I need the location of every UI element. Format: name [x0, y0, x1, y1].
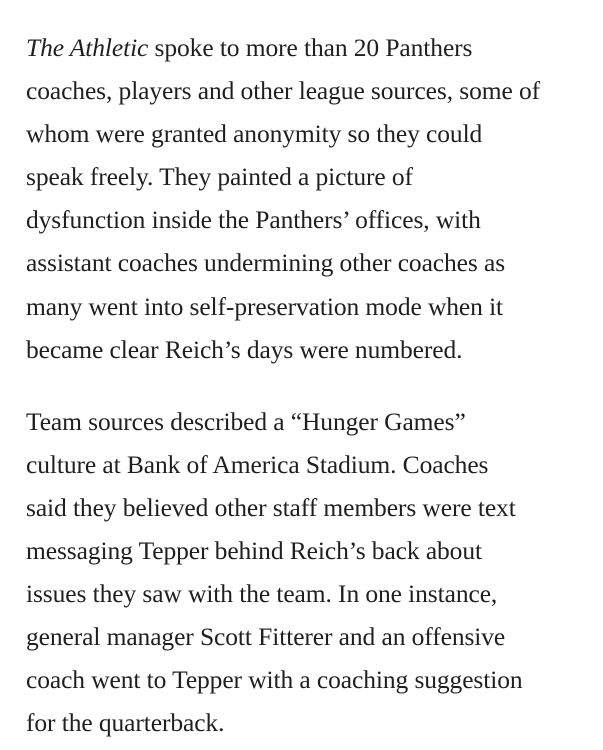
paragraph-line: became clear Reich’s days were numbered. — [26, 334, 463, 364]
publication-name: The Athletic — [26, 33, 149, 62]
paragraph-line: assistant coaches undermining other coaches as — [26, 248, 506, 278]
paragraph-line — [26, 26, 586, 69]
paragraph-line: dysfunction inside the Panthers’ offices, with — [26, 205, 481, 235]
paragraph-line: many went into self-preservation mode when it — [26, 291, 504, 321]
paragraph-line: coach went to Tepper with a coaching suggestion — [26, 665, 523, 695]
paragraph-line: messaging Tepper behind Reich’s back about — [26, 536, 482, 566]
paragraph-line: said they believed other staff members were text — [26, 492, 516, 522]
paragraph-1 — [26, 26, 586, 371]
paragraph-2 — [26, 400, 586, 745]
paragraph-line: whom were granted anonymity so they could — [26, 119, 483, 149]
paragraph-line: coaches, players and other league sources, some of — [26, 76, 541, 106]
paragraph-line: speak freely. They painted a picture of — [26, 162, 413, 192]
line-text: spoke to more than 20 Panthers — [148, 33, 473, 62]
paragraph-line: general manager Scott Fitterer and an offensive — [26, 622, 506, 652]
paragraph-line: culture at Bank of America Stadium. Coaches — [26, 449, 489, 479]
paragraph-line: Team sources described a “Hunger Games” — [26, 406, 466, 436]
paragraph-line: issues they saw with the team. In one instance, — [26, 579, 498, 609]
paragraph-line: for the quarterback. — [26, 708, 225, 738]
article-body — [26, 26, 586, 745]
